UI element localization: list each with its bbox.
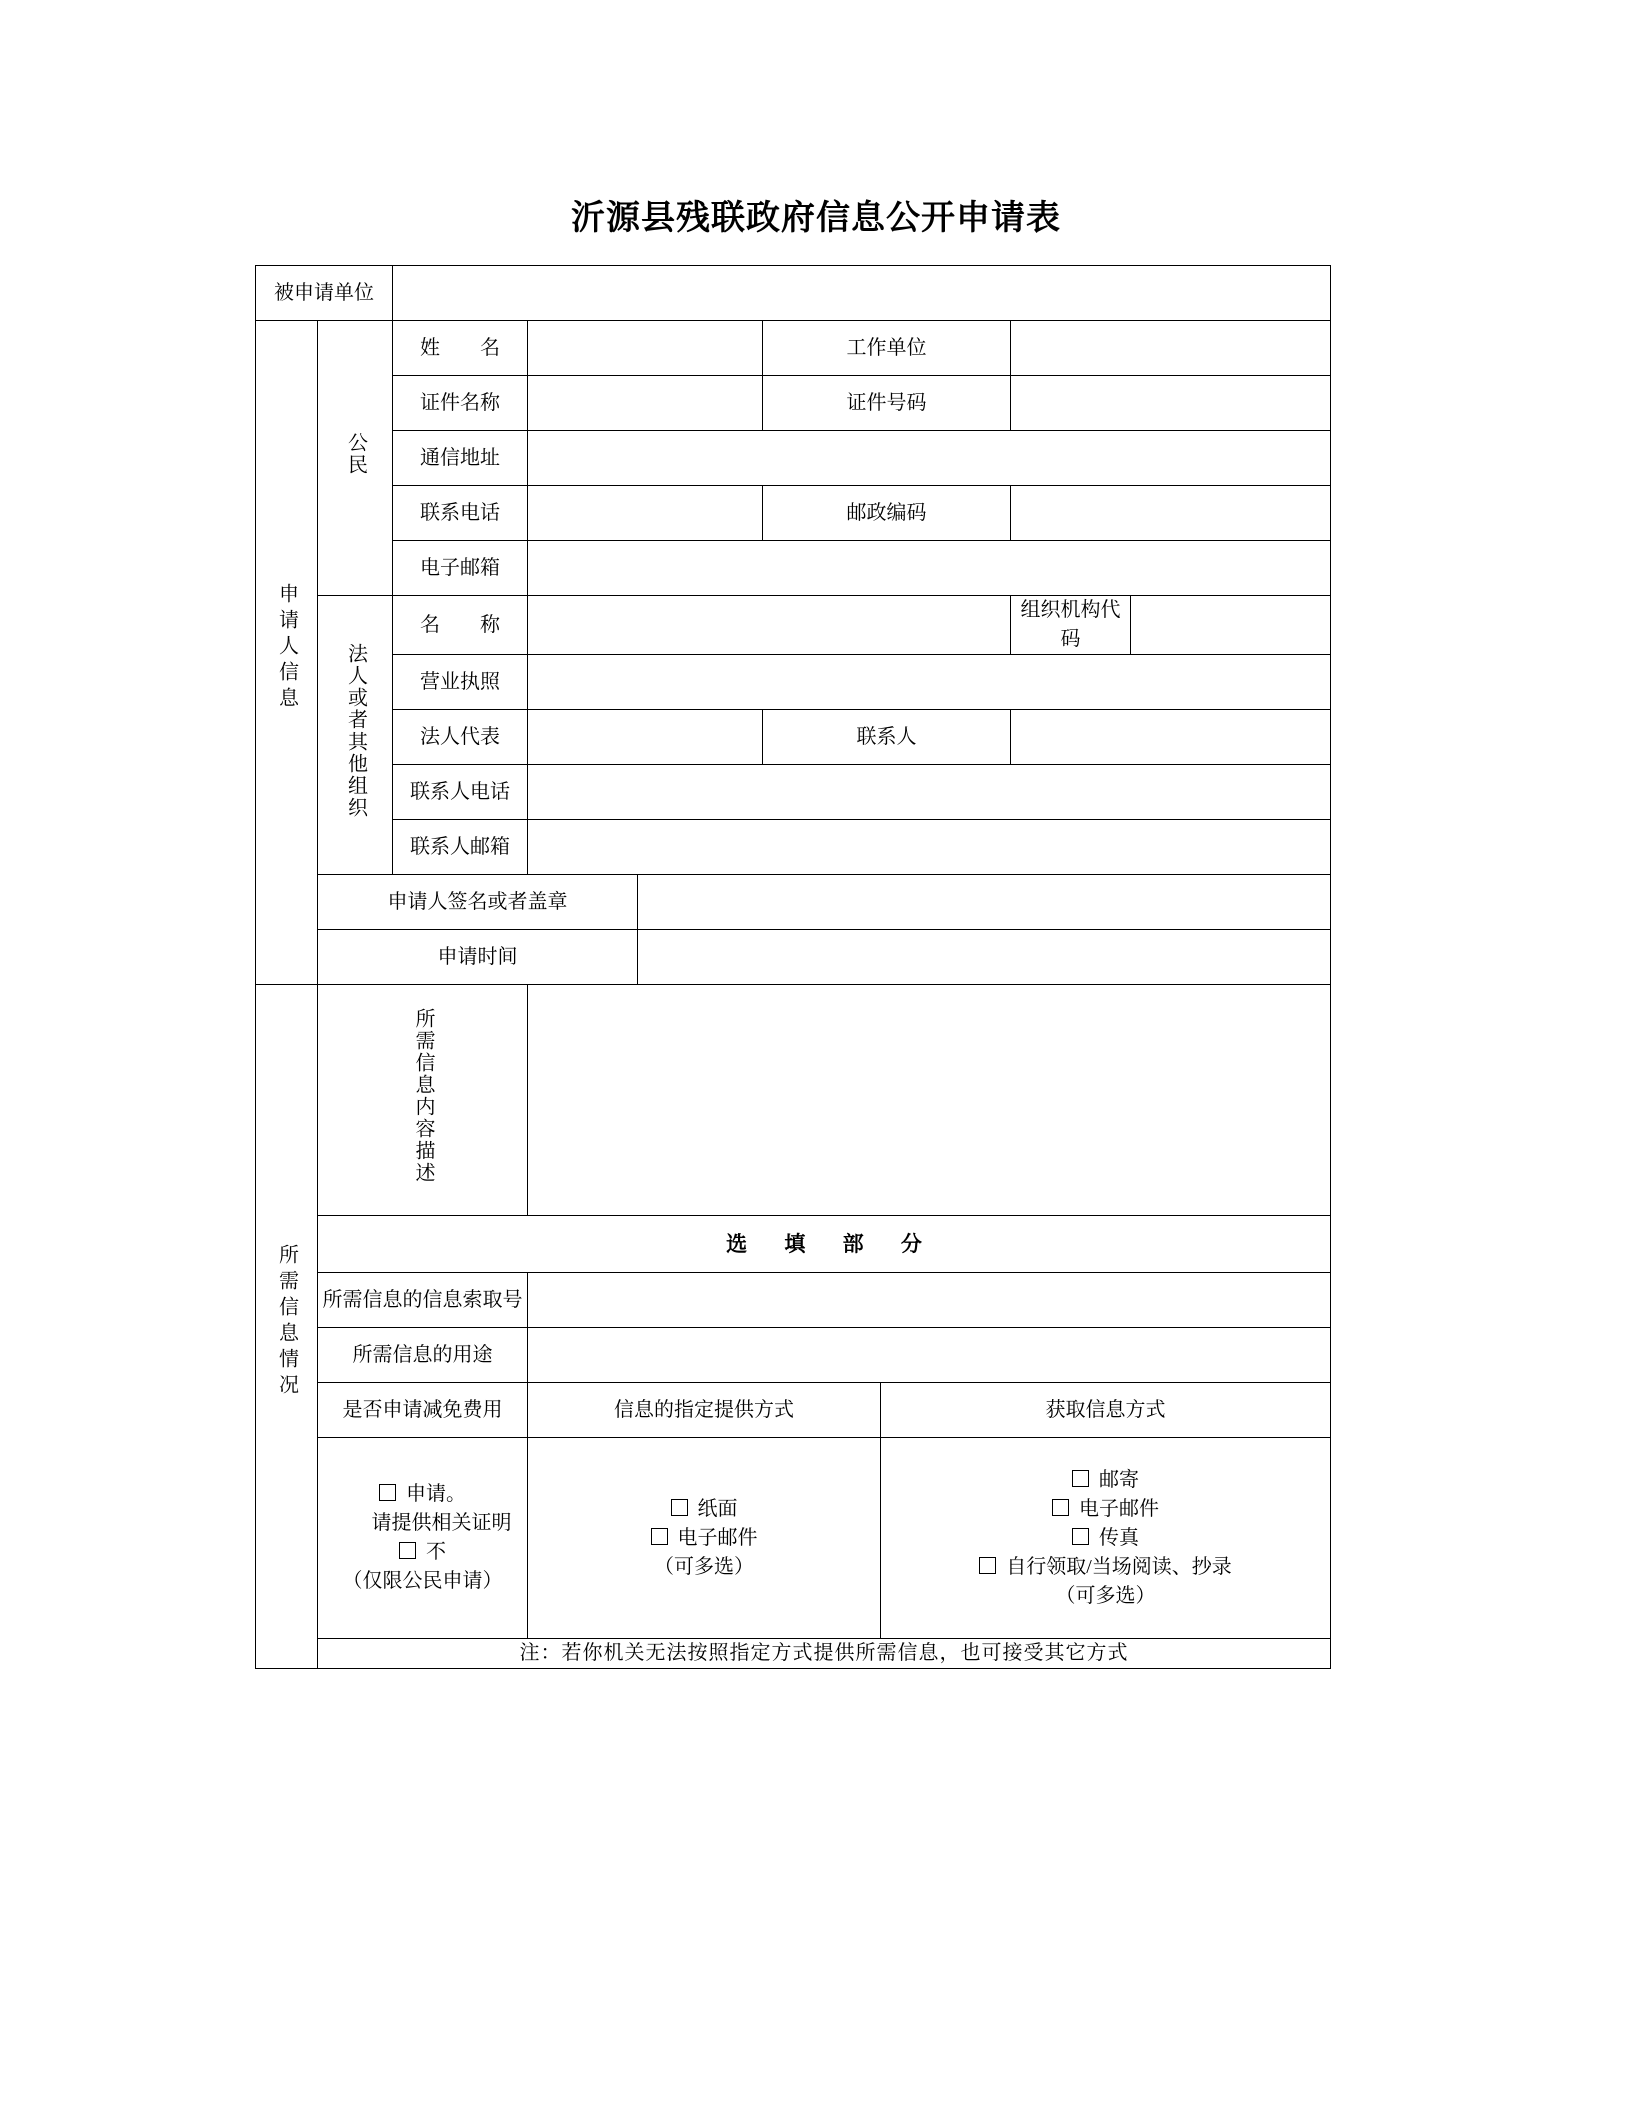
- table-row: [256, 266, 1331, 321]
- applied-unit-label: 被申请单位: [256, 266, 393, 321]
- table-row: [256, 875, 1331, 930]
- citizen-address-value[interactable]: [528, 431, 1331, 486]
- obtain-option-email[interactable]: 电子邮件: [881, 1495, 1330, 1524]
- provide-option-email[interactable]: 电子邮件: [528, 1524, 880, 1553]
- apply-time-label: 申请时间: [318, 930, 638, 985]
- fee-header: 是否申请减免费用: [318, 1383, 528, 1438]
- information-disclosure-application-form: [255, 265, 1331, 1669]
- checkbox-icon[interactable]: [379, 1484, 396, 1501]
- checkbox-icon[interactable]: [671, 1499, 688, 1516]
- table-row: [256, 710, 1331, 765]
- table-row: [256, 1383, 1331, 1438]
- apply-time-value[interactable]: [638, 930, 1331, 985]
- obtain-option-self-pickup[interactable]: 自行领取/当场阅读、抄录: [881, 1553, 1330, 1582]
- table-row: [256, 1216, 1331, 1273]
- contact-person-value[interactable]: [1011, 710, 1331, 765]
- table-row: [256, 431, 1331, 486]
- table-row: [256, 1273, 1331, 1328]
- legal-representative-value[interactable]: [528, 710, 763, 765]
- legal-person-label: 法人或者其他组织: [318, 596, 393, 875]
- citizen-email-label: 电子邮箱: [393, 541, 528, 596]
- purpose-label: 所需信息的用途: [318, 1328, 528, 1383]
- citizen-postcode-label: 邮政编码: [763, 486, 1011, 541]
- provide-options-cell: [528, 1438, 881, 1639]
- applicant-info-label: 申请人信息: [256, 321, 318, 985]
- contact-phone-label: 联系人电话: [393, 765, 528, 820]
- checkbox-icon[interactable]: [1072, 1528, 1089, 1545]
- content-desc-value[interactable]: [528, 985, 1331, 1216]
- provide-method-header: 信息的指定提供方式: [528, 1383, 881, 1438]
- legal-name-value[interactable]: [528, 596, 1011, 655]
- table-row: [256, 486, 1331, 541]
- form-note: 注：若你机关无法按照指定方式提供所需信息，也可接受其它方式: [318, 1639, 1331, 1669]
- citizen-address-label: 通信地址: [393, 431, 528, 486]
- table-row: [256, 1328, 1331, 1383]
- contact-phone-value[interactable]: [528, 765, 1331, 820]
- index-number-value[interactable]: [528, 1273, 1331, 1328]
- cert-number-value[interactable]: [1011, 376, 1331, 431]
- table-row: [256, 765, 1331, 820]
- needed-info-side-label: 所需信息情况: [256, 985, 318, 1669]
- checkbox-icon[interactable]: [399, 1542, 416, 1559]
- org-code-label: 组织机构代码: [1011, 596, 1131, 655]
- business-license-label: 营业执照: [393, 655, 528, 710]
- content-desc-label: 所需信息内容描述: [318, 985, 528, 1216]
- table-row: [256, 1438, 1331, 1639]
- optional-section-title: 选 填 部 分: [318, 1216, 1331, 1273]
- obtain-option-mail[interactable]: 邮寄: [881, 1466, 1330, 1495]
- citizen-phone-value[interactable]: [528, 486, 763, 541]
- fee-options-cell: [318, 1438, 528, 1639]
- signature-label: 申请人签名或者盖章: [318, 875, 638, 930]
- checkbox-icon[interactable]: [1052, 1499, 1069, 1516]
- citizen-name-label: 姓 名: [393, 321, 528, 376]
- citizen-label: 公民: [318, 321, 393, 596]
- legal-representative-label: 法人代表: [393, 710, 528, 765]
- org-code-value[interactable]: [1131, 596, 1331, 655]
- cert-name-label: 证件名称: [393, 376, 528, 431]
- applied-unit-value[interactable]: [393, 266, 1331, 321]
- cert-name-value[interactable]: [528, 376, 763, 431]
- table-row: [256, 655, 1331, 710]
- business-license-value[interactable]: [528, 655, 1331, 710]
- checkbox-icon[interactable]: [1072, 1470, 1089, 1487]
- table-row: [256, 376, 1331, 431]
- obtain-option-multi-note: （可多选）: [1055, 1584, 1156, 1607]
- contact-person-label: 联系人: [763, 710, 1011, 765]
- citizen-phone-label: 联系电话: [393, 486, 528, 541]
- obtain-option-fax[interactable]: 传真: [881, 1524, 1330, 1553]
- cert-number-label: 证件号码: [763, 376, 1011, 431]
- provide-option-multi-note: （可多选）: [654, 1555, 754, 1578]
- signature-value[interactable]: [638, 875, 1331, 930]
- citizen-postcode-value[interactable]: [1011, 486, 1331, 541]
- table-row: [256, 985, 1331, 1216]
- citizen-work-unit-label: 工作单位: [763, 321, 1011, 376]
- fee-option-apply-note: 请提供相关证明: [371, 1512, 512, 1534]
- table-row: [256, 321, 1331, 376]
- table-row: [256, 930, 1331, 985]
- obtain-method-header: 获取信息方式: [881, 1383, 1331, 1438]
- contact-email-value[interactable]: [528, 820, 1331, 875]
- provide-option-paper[interactable]: 纸面: [528, 1495, 880, 1524]
- citizen-email-value[interactable]: [528, 541, 1331, 596]
- fee-option-limit-note: （仅限公民申请）: [342, 1570, 503, 1592]
- fee-option-no[interactable]: 不: [318, 1538, 527, 1567]
- contact-email-label: 联系人邮箱: [393, 820, 528, 875]
- page-title: 沂源县残联政府信息公开申请表: [571, 199, 1061, 237]
- table-row: [256, 596, 1331, 655]
- purpose-value[interactable]: [528, 1328, 1331, 1383]
- table-row: [256, 1639, 1331, 1669]
- form-container: [0, 265, 1632, 1669]
- checkbox-icon[interactable]: [979, 1557, 996, 1574]
- index-number-label: 所需信息的信息索取号: [318, 1273, 528, 1328]
- fee-option-apply[interactable]: 申请。: [318, 1480, 527, 1509]
- table-row: [256, 820, 1331, 875]
- citizen-work-unit-value[interactable]: [1011, 321, 1331, 376]
- citizen-name-value[interactable]: [528, 321, 763, 376]
- obtain-options-cell: [881, 1438, 1331, 1639]
- legal-name-label: 名 称: [393, 596, 528, 655]
- table-row: [256, 541, 1331, 596]
- checkbox-icon[interactable]: [651, 1528, 668, 1545]
